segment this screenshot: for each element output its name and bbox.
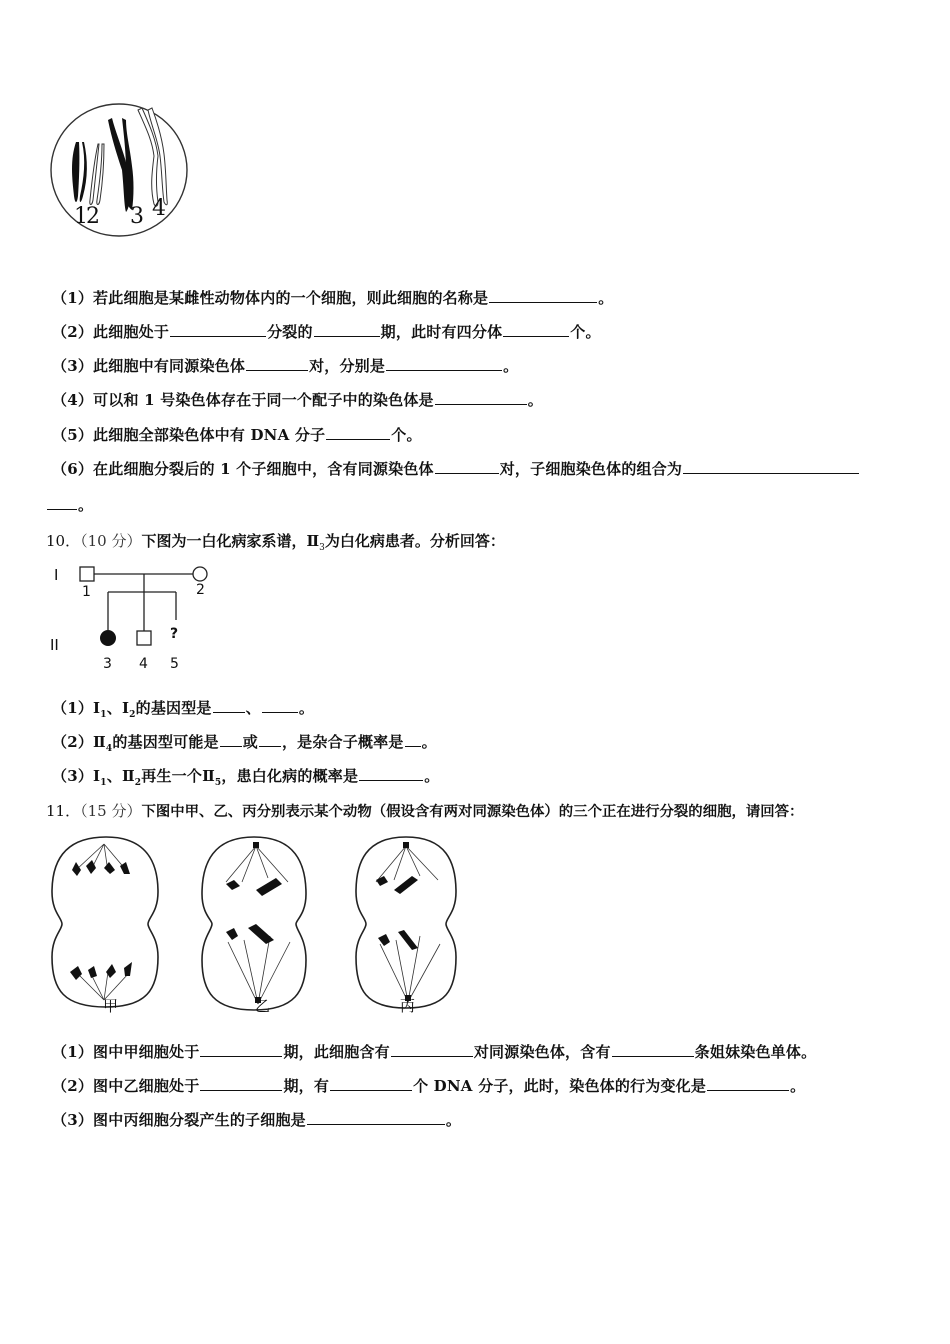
individual-I1-male <box>80 567 94 581</box>
cell-membrane <box>51 104 187 236</box>
cell-caption-bing: 丙 <box>400 997 416 1015</box>
q10-item-1: $(1)Ⅰ_1$、$Ⅰ_2$的基因型是 、 。 <box>52 699 315 720</box>
dividing-cells-figure <box>46 832 476 1022</box>
cell-bing <box>356 837 456 1008</box>
answer-blank[interactable] <box>213 698 245 713</box>
answer-blank[interactable] <box>246 356 308 371</box>
q9-item-4: （4）可以和 1 号染色体存在于同一个配子中的染色体是 。 <box>52 391 543 409</box>
chromosome-4 <box>138 108 167 206</box>
cell-caption-yi: 乙 <box>255 997 271 1015</box>
answer-blank[interactable] <box>220 732 242 747</box>
pedigree-lines <box>46 560 226 675</box>
q11-item-2: （2）图中乙细胞处于 期，有 个 DNA 分子，此时，染色体的行为变化是 。 <box>52 1077 806 1095</box>
chromosome-label-2: 2 <box>86 204 100 229</box>
chromosome-cell-drawing <box>46 100 196 245</box>
pedigree-num-5: 5 <box>170 656 179 672</box>
q9-item-1: （1）若此细胞是某雌性动物体内的一个细胞，则此细胞的名称是 。 <box>52 289 614 307</box>
q9-item-2: （2）此细胞处于 分裂的 期，此时有四分体 个。 <box>52 323 601 341</box>
chromosome-3 <box>108 118 134 212</box>
individual-II4-male <box>137 631 151 645</box>
pedigree-unknown-II5: ? <box>170 626 179 642</box>
answer-blank[interactable] <box>359 766 423 781</box>
chromosome-2 <box>90 144 104 205</box>
pedigree-chart <box>46 560 226 675</box>
chromosome-label-3: 3 <box>130 204 144 229</box>
answer-blank[interactable] <box>683 459 859 474</box>
answer-blank[interactable] <box>435 390 527 405</box>
answer-blank[interactable] <box>326 425 390 440</box>
chromosome-cell-figure <box>46 100 196 245</box>
chromosome-1 <box>72 142 87 202</box>
answer-blank[interactable] <box>307 1110 445 1125</box>
generation-label-2: II <box>50 636 59 654</box>
q11-item-1: （1）图中甲细胞处于 期，此细胞含有 对同源染色体，含有 条姐妹染色单体。 <box>52 1043 817 1061</box>
q10-header: 10．（10 分）下图为一白化病家系谱，$Ⅱ_3$为白化病患者。分析回答： <box>46 532 505 553</box>
individual-II3-affected-female <box>100 630 116 646</box>
answer-blank[interactable] <box>391 1042 473 1057</box>
answer-blank[interactable] <box>435 459 499 474</box>
q10-item-2: $(2)Ⅱ_4$的基因型可能是 或 ，是杂合子概率是 。 <box>52 733 437 754</box>
answer-blank[interactable] <box>405 732 421 747</box>
answer-blank[interactable] <box>262 698 298 713</box>
q11-item-3: （3）图中丙细胞分裂产生的子细胞是 。 <box>52 1111 462 1129</box>
answer-blank[interactable] <box>386 356 502 371</box>
chromosome-label-1: 1 <box>74 204 88 229</box>
answer-blank[interactable] <box>330 1076 412 1091</box>
pedigree-num-4: 4 <box>139 656 148 672</box>
answer-blank[interactable] <box>489 288 597 303</box>
chromosome-label-4: 4 <box>152 196 166 221</box>
pedigree-num-3: 3 <box>103 656 112 672</box>
answer-blank[interactable] <box>707 1076 789 1091</box>
q9-item-6-cont: 。 <box>46 494 93 515</box>
cell-jia <box>52 837 158 1007</box>
generation-label-1: I <box>54 566 59 584</box>
q9-item-3: （3）此细胞中有同源染色体 对，分别是 。 <box>52 357 519 375</box>
answer-blank[interactable] <box>612 1042 694 1057</box>
cell-caption-jia: 甲 <box>103 997 119 1015</box>
answer-blank[interactable] <box>259 732 281 747</box>
answer-blank[interactable] <box>503 322 569 337</box>
q9-item-6: （6）在此细胞分裂后的 1 个子细胞中，含有同源染色体 对，子细胞染色体的组合为 <box>52 458 860 479</box>
q9-item-5: （5）此细胞全部染色体中有 DNA 分子 个。 <box>52 426 422 444</box>
answer-blank[interactable] <box>314 322 380 337</box>
q10-item-3: $(3)Ⅰ_1$、$Ⅱ_2$再生一个$Ⅱ_5$，患白化病的概率是 。 <box>52 767 440 788</box>
cell-yi <box>202 837 306 1010</box>
pedigree-num-1: 1 <box>82 584 91 600</box>
answer-blank[interactable] <box>47 495 77 510</box>
answer-blank[interactable] <box>200 1076 282 1091</box>
pedigree-num-2: 2 <box>196 582 205 598</box>
answer-blank[interactable] <box>170 322 266 337</box>
q11-header: 11．（15 分）下图中甲、乙、丙分别表示某个动物（假设含有两对同源染色体）的三个正在进行分裂的细胞，请回答： <box>46 802 804 820</box>
answer-blank[interactable] <box>200 1042 282 1057</box>
dividing-cells-drawing <box>46 832 476 1022</box>
individual-I2-female <box>193 567 207 581</box>
